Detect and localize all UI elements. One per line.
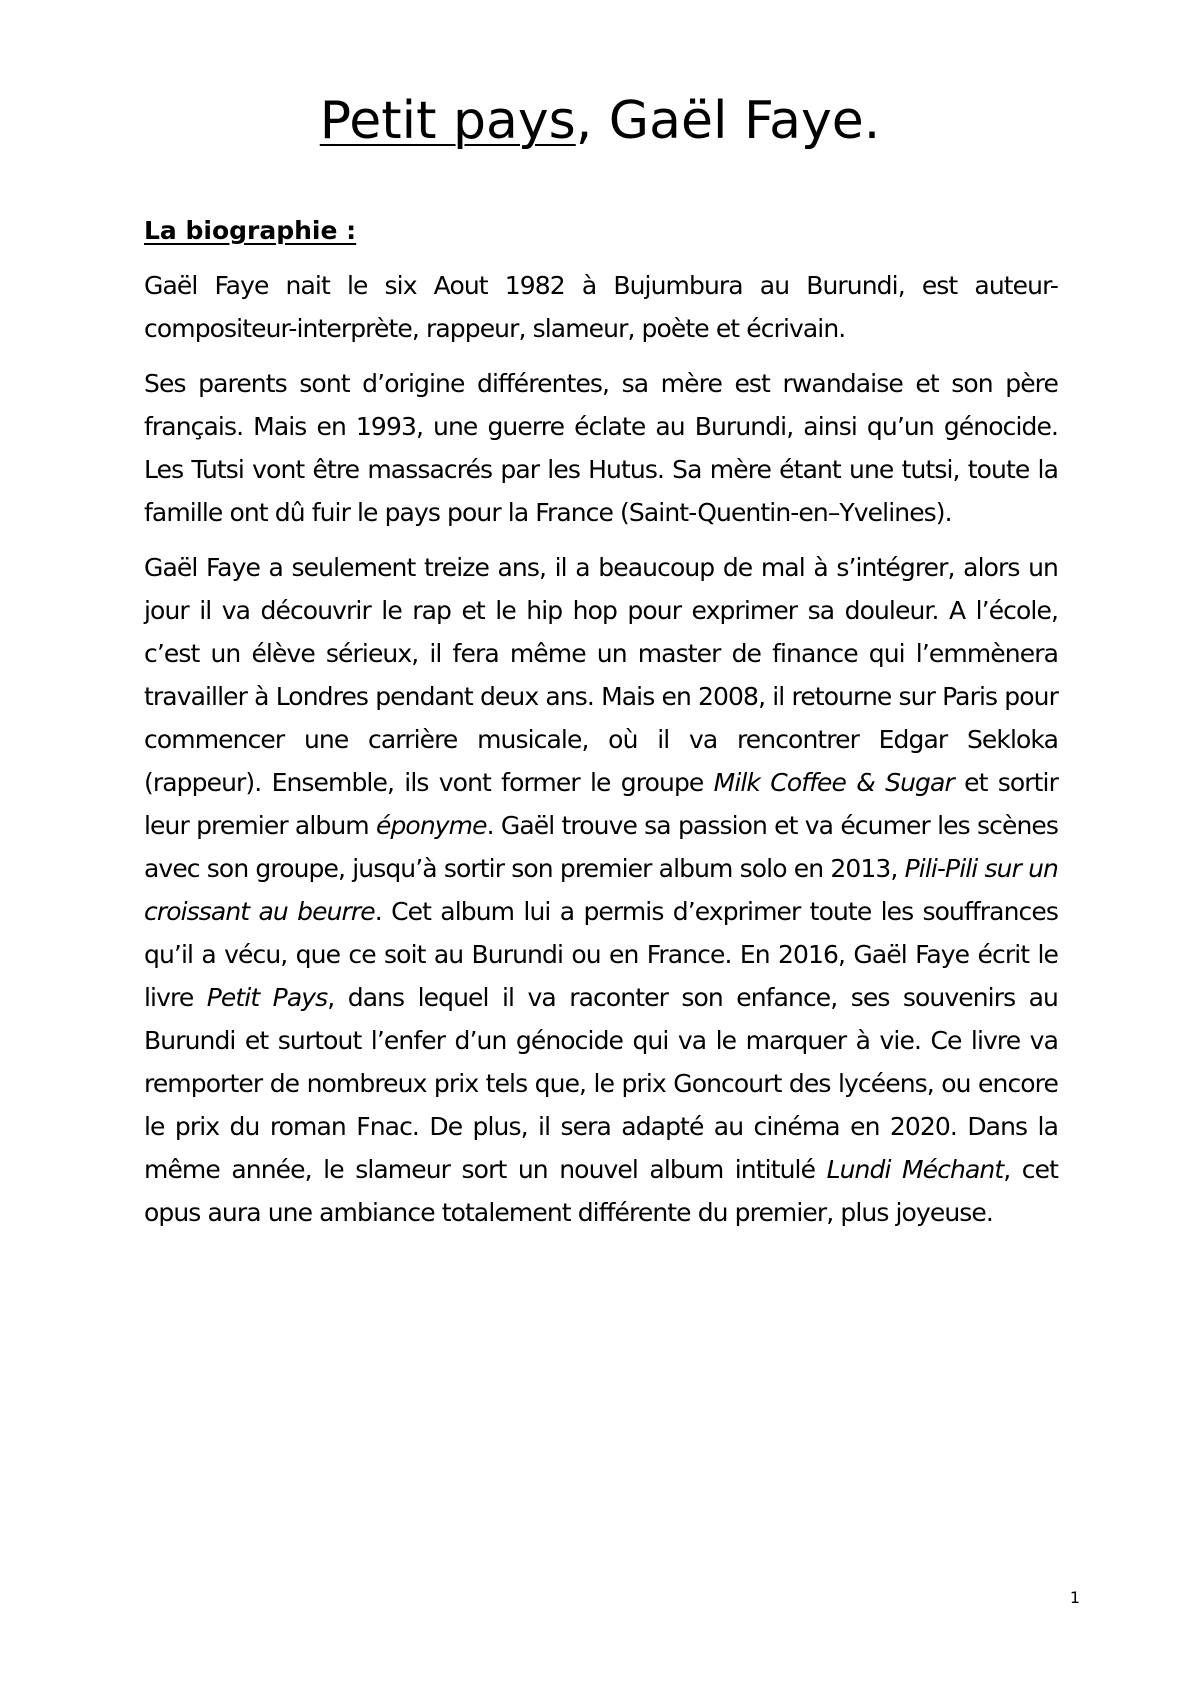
paragraph-birth: Gaël Faye nait le six Aout 1982 à Bujumbura au Burundi, est auteur-compositeur-interprète, rappeur, slameur, poète et écrivain.	[144, 271, 1058, 343]
title-author: , Gaël Faye.	[575, 91, 881, 151]
career-text: , dans lequel il va raconter son enfance, ses souvenirs au Burundi et surtout l’enfer d’un génocide qui va le marquer à vie. Ce livre va remporter de nombreux prix tels que, le prix Goncourt des lycéens, ou encore le prix du roman Fnac. De plus, il sera adapté au cinéma en 2020. Dans la même année, le slameur sort un nouvel album intitulé	[144, 983, 1059, 1184]
title-book-name: Petit pays	[319, 91, 576, 151]
album-pili-pili: Pili-Pili sur un croissant au beurre	[144, 854, 1058, 926]
career-text: , cet opus aura une ambiance totalement différente du premier, plus joyeuse.	[144, 1155, 1058, 1227]
document-body	[144, 212, 1058, 1234]
career-text: Gaël Faye a seulement treize ans, il a beaucoup de mal à s’intégrer, alors un jour il va découvrir le rap et le hip hop pour exprimer sa douleur. A l’école, c’est un élève sérieux, il fera même un master de finance qui l’emmènera travailler à Londres pendant deux ans. Mais en 2008, il retourne sur Paris pour commencer une carrière musicale, où il va rencontrer Edgar Sekloka (rappeur). Ensemble, ils vont former le groupe	[144, 553, 1058, 797]
band-name: Milk Coffee & Sugar	[713, 768, 954, 797]
document-title	[0, 88, 1200, 154]
album-eponyme: éponyme	[375, 811, 487, 840]
book-petit-pays: Petit Pays	[206, 983, 328, 1012]
section-heading: La biographie :	[144, 216, 357, 245]
page-number: 1	[1069, 1588, 1080, 1607]
paragraph-parents: Ses parents sont d’origine différentes, sa mère est rwandaise et son père français. Mais en 1993, une guerre éclate au Burundi, ainsi qu’un génocide. Les Tutsi vont être massacrés par les Hutus. Sa mère étant une tutsi, toute la famille ont dû fuir le pays pour la France (Saint-Quentin-en–Yvelines).	[144, 369, 1058, 527]
album-lundi-mechant: Lundi Méchant	[826, 1155, 1004, 1184]
paragraph-career	[144, 546, 1058, 1234]
career-text: . Gaël trouve sa passion et va écumer les scènes avec son groupe, jusqu’à sortir son premier album solo en 2013,	[144, 811, 1058, 883]
career-text: . Cet album lui a permis d’exprimer toute les souffrances qu’il a vécu, que ce soit au Burundi ou en France. En 2016, Gaël Faye écrit le livre	[144, 897, 1058, 1012]
career-text: et sortir leur premier album	[144, 768, 1058, 840]
